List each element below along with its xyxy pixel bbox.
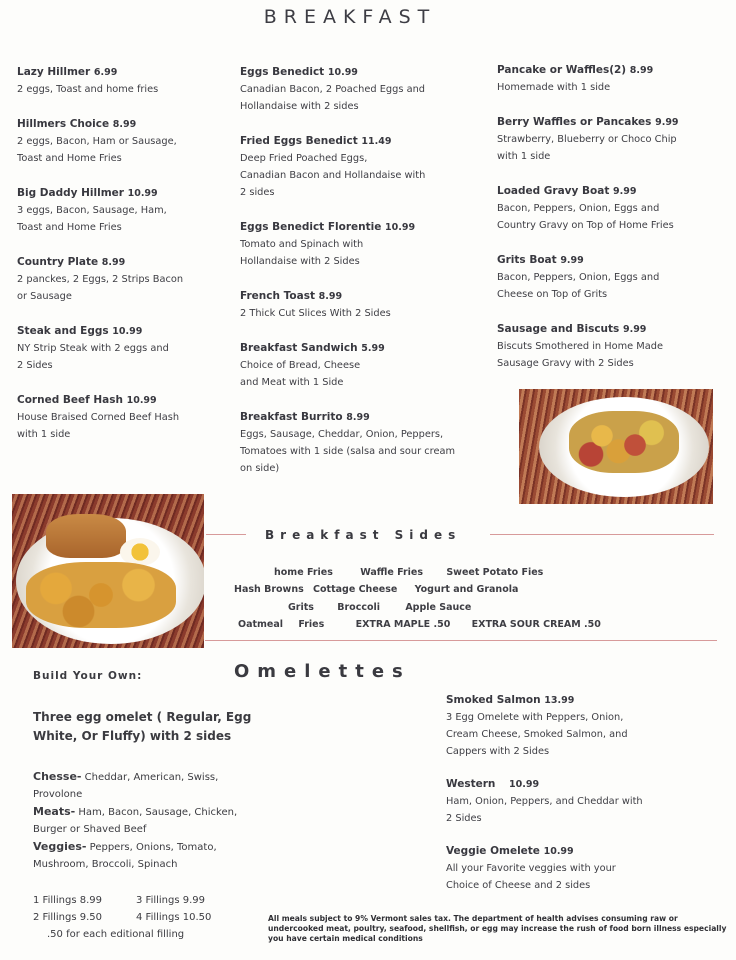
item-desc: Deep Fried Poached Eggs, — [240, 153, 368, 164]
item-desc: Toast and Home Fries — [17, 222, 122, 233]
menu-item — [446, 692, 716, 760]
item-price: 10.99 — [509, 779, 540, 790]
item-desc: 2 eggs, Toast and home fries — [17, 84, 159, 95]
item-desc: Choice of Cheese and 2 sides — [446, 880, 591, 891]
item-desc: NY Strip Steak with 2 eggs and — [17, 343, 169, 354]
cheese-label: Chesse- — [33, 770, 82, 783]
menu-item — [497, 321, 727, 372]
meats-text-2: Burger or Shaved Beef — [33, 824, 147, 835]
menu-item — [240, 340, 500, 391]
menu-item — [446, 843, 716, 894]
item-price: 6.99 — [93, 67, 118, 78]
item-desc: Country Gravy on Top of Home Fries — [497, 220, 674, 231]
side-item: EXTRA MAPLE .50 — [355, 619, 451, 630]
item-desc: Toast and Home Fries — [17, 153, 122, 164]
item-name: Eggs Benedict Florentie 10.99 — [240, 221, 416, 233]
item-desc: 2 Sides — [446, 813, 482, 824]
item-name: Corned Beef Hash 10.99 — [17, 394, 157, 406]
item-price: 10.99 — [385, 222, 416, 233]
item-desc: Eggs, Sausage, Cheddar, Onion, Peppers, — [240, 429, 444, 440]
item-price: 13.99 — [544, 695, 575, 706]
item-desc: Ham, Onion, Peppers, and Cheddar with — [446, 796, 643, 807]
menu-column-middle — [240, 64, 500, 495]
item-name: Hillmers Choice 8.99 — [17, 118, 137, 130]
item-desc: Tomato and Spinach with — [240, 239, 364, 250]
item-desc: Tomatoes with 1 side (salsa and sour cream — [240, 446, 456, 457]
item-name: Eggs Benedict 10.99 — [240, 66, 358, 78]
menu-column-left — [17, 64, 222, 461]
item-desc: Homemade with 1 side — [497, 82, 611, 93]
sides-row — [234, 584, 532, 595]
divider — [205, 640, 717, 641]
item-desc: Bacon, Peppers, Onion, Eggs and — [497, 272, 660, 283]
fillings-extra: .50 for each editional filling — [47, 929, 185, 940]
side-item: Cottage Cheese — [313, 584, 398, 595]
divider — [206, 534, 246, 535]
item-price: 10.99 — [543, 846, 574, 857]
item-price: 9.99 — [655, 117, 679, 128]
food-shape — [26, 562, 176, 628]
hash-plate-photo — [519, 389, 713, 504]
food-shape — [569, 411, 679, 473]
side-item: Grits — [288, 602, 314, 613]
veggies-text-2: Mushroom, Broccoli, Spinach — [33, 859, 178, 870]
side-item: Yogurt and Granola — [414, 584, 519, 595]
side-item: Oatmeal — [238, 619, 284, 630]
item-desc: Canadian Bacon and Hollandaise with — [240, 170, 426, 181]
item-name: Country Plate 8.99 — [17, 256, 126, 268]
sides-row — [274, 567, 557, 578]
item-desc: Cappers with 2 Sides — [446, 746, 550, 757]
omelettes-title: Omelettes — [234, 661, 411, 682]
side-item: home Fries — [274, 567, 333, 578]
cheese-option — [33, 768, 273, 786]
desc-line: Three egg omelet ( Regular, Egg — [33, 710, 252, 724]
menu-item — [240, 219, 500, 270]
menu-item — [497, 114, 727, 165]
item-price: 8.99 — [101, 257, 126, 268]
item-name: Pancake or Waffles(2) 8.99 — [497, 64, 654, 76]
fillings-price-4: 4 Fillings 10.50 — [136, 912, 212, 923]
item-desc: All your Favorite veggies with your — [446, 863, 616, 874]
item-name: Western 10.99 — [446, 778, 540, 790]
sides-title: Breakfast Sides — [265, 528, 462, 542]
menu-title: BREAKFAST — [263, 6, 437, 28]
side-item: Sweet Potato Fies — [446, 567, 544, 578]
meats-option — [33, 803, 273, 821]
item-price: 11.49 — [361, 136, 392, 147]
item-price: 8.99 — [112, 119, 137, 130]
omelette-specials — [446, 692, 716, 912]
item-name: Breakfast Sandwich 5.99 — [240, 342, 385, 354]
side-item: Hash Browns — [234, 584, 304, 595]
menu-item — [497, 62, 727, 96]
side-item: Broccoli — [337, 602, 381, 613]
item-desc: with 1 side — [17, 429, 71, 440]
menu-item — [497, 252, 727, 303]
fillings-options — [33, 768, 273, 873]
menu-item — [497, 183, 727, 234]
sides-row — [288, 602, 485, 613]
fillings-price-2: 2 Fillings 9.50 — [33, 912, 103, 923]
item-desc: Biscuts Smothered in Home Made — [497, 341, 664, 352]
item-name: Breakfast Burrito 8.99 — [240, 411, 370, 423]
item-name: Steak and Eggs 10.99 — [17, 325, 143, 337]
item-price: 9.99 — [622, 324, 647, 335]
item-name: Smoked Salmon 13.99 — [446, 694, 575, 706]
fillings-price-3: 3 Fillings 9.99 — [136, 895, 206, 906]
item-desc: or Sausage — [17, 291, 72, 302]
item-name: Grits Boat 9.99 — [497, 254, 584, 266]
item-desc: Choice of Bread, Cheese — [240, 360, 361, 371]
side-item: EXTRA SOUR CREAM .50 — [471, 619, 601, 630]
item-name: French Toast 8.99 — [240, 290, 343, 302]
build-your-own-label: Build Your Own: — [33, 670, 143, 682]
item-desc: 2 Sides — [17, 360, 53, 371]
item-price: 5.99 — [361, 343, 385, 354]
item-desc: and Meat with 1 Side — [240, 377, 344, 388]
item-desc: Cheese on Top of Grits — [497, 289, 608, 300]
item-name: Veggie Omelete 10.99 — [446, 845, 574, 857]
item-price: 10.99 — [126, 395, 157, 406]
build-your-own-desc — [33, 708, 293, 746]
item-desc: 2 Thick Cut Slices With 2 Sides — [240, 308, 391, 319]
item-desc: Hollandaise with 2 Sides — [240, 256, 360, 267]
item-desc: Strawberry, Blueberry or Choco Chip — [497, 134, 677, 145]
menu-column-right — [497, 62, 727, 390]
item-price: 8.99 — [346, 412, 370, 423]
item-desc: Cream Cheese, Smoked Salmon, and — [446, 729, 628, 740]
veggies-option — [33, 838, 273, 856]
item-price: 10.99 — [127, 188, 158, 199]
item-desc: on side) — [240, 463, 280, 474]
item-price: 9.99 — [560, 255, 584, 266]
side-item: Fries — [298, 619, 325, 630]
item-price: 10.99 — [327, 67, 358, 78]
veggies-text: Peppers, Onions, Tomato, — [86, 842, 217, 853]
item-desc: 2 eggs, Bacon, Ham or Sausage, — [17, 136, 177, 147]
item-price: 8.99 — [318, 291, 343, 302]
menu-item — [240, 288, 500, 322]
item-name: Big Daddy Hillmer 10.99 — [17, 187, 158, 199]
item-name: Fried Eggs Benedict 11.49 — [240, 135, 392, 147]
menu-item — [446, 776, 716, 827]
item-price: 8.99 — [629, 65, 654, 76]
item-name: Sausage and Biscuts 9.99 — [497, 323, 647, 335]
tax-health-disclaimer: All meals subject to 9% Vermont sales tax. The department of health advises consuming raw or undercooked meat, poultry, seafood, shellfish, or egg may increase the rush of food born illness especially you have certain medical conditions — [268, 914, 727, 943]
veggies-label: Veggies- — [33, 840, 87, 853]
item-desc: 2 panckes, 2 Eggs, 2 Strips Bacon — [17, 274, 184, 285]
item-desc: 3 eggs, Bacon, Sausage, Ham, — [17, 205, 167, 216]
menu-item — [17, 116, 222, 167]
item-price: 9.99 — [613, 186, 637, 197]
item-name: Loaded Gravy Boat 9.99 — [497, 185, 637, 197]
item-desc: Sausage Gravy with 2 Sides — [497, 358, 634, 369]
item-desc: Bacon, Peppers, Onion, Eggs and — [497, 203, 660, 214]
menu-item — [240, 64, 500, 115]
menu-item — [17, 254, 222, 305]
item-name: Lazy Hillmer 6.99 — [17, 66, 118, 78]
desc-line: White, Or Fluffy) with 2 sides — [33, 729, 232, 743]
sides-row — [238, 619, 615, 630]
menu-item — [240, 409, 500, 477]
item-desc: House Braised Corned Beef Hash — [17, 412, 180, 423]
divider — [490, 534, 714, 535]
item-desc: 2 sides — [240, 187, 275, 198]
item-desc: 3 Egg Omelete with Peppers, Onion, — [446, 712, 624, 723]
side-item: Waffle Fries — [360, 567, 424, 578]
item-desc: with 1 side — [497, 151, 551, 162]
pancake-plate-photo — [12, 494, 204, 648]
food-shape — [46, 514, 126, 558]
item-desc: Canadian Bacon, 2 Poached Eggs and — [240, 84, 426, 95]
menu-item — [17, 323, 222, 374]
menu-item — [17, 185, 222, 236]
cheese-text-2: Provolone — [33, 789, 83, 800]
meats-text: Ham, Bacon, Sausage, Chicken, — [75, 807, 238, 818]
menu-item — [240, 133, 500, 201]
meats-label: Meats- — [33, 805, 76, 818]
menu-item — [17, 392, 222, 443]
menu-item — [17, 64, 222, 98]
cheese-text: Cheddar, American, Swiss, — [81, 772, 219, 783]
item-name: Berry Waffles or Pancakes 9.99 — [497, 116, 679, 128]
item-desc: Hollandaise with 2 sides — [240, 101, 359, 112]
fillings-price-1: 1 Fillings 8.99 — [33, 895, 103, 906]
item-price: 10.99 — [112, 326, 143, 337]
side-item: Apple Sauce — [405, 602, 472, 613]
